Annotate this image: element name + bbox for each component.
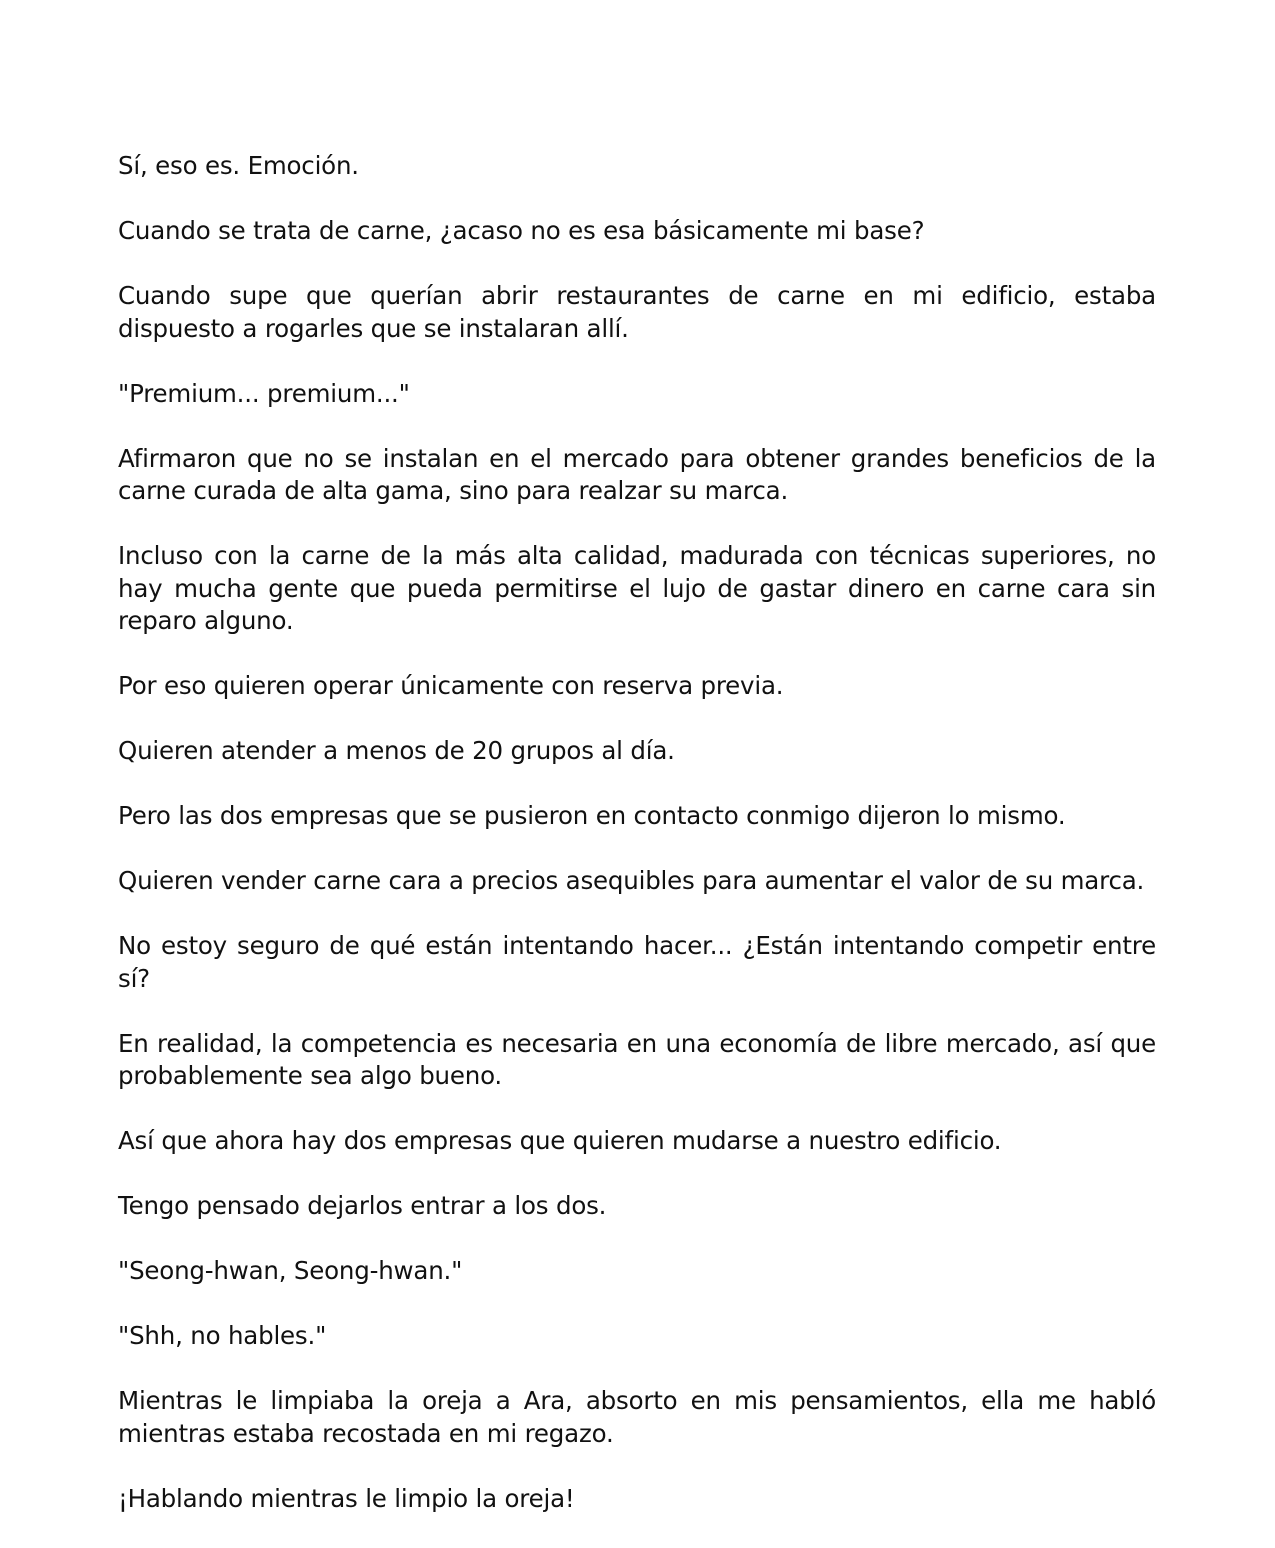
paragraph: Afirmaron que no se instalan en el mercado para obtener grandes beneficios de la carne curada de alta gama, sino para realzar su marca. [118, 443, 1156, 505]
paragraph: Quieren vender carne cara a precios asequibles para aumentar el valor de su marca. [118, 866, 1145, 895]
paragraph: Por eso quieren operar únicamente con reserva previa. [118, 671, 784, 700]
paragraph: "Shh, no hables." [118, 1321, 327, 1350]
paragraph: Cuando supe que querían abrir restaurantes de carne en mi edificio, estaba dispuesto a rogarles que se instalaran allí. [118, 281, 1156, 343]
paragraph: Sí, eso es. Emoción. [118, 151, 359, 180]
paragraph: En realidad, la competencia es necesaria en una economía de libre mercado, así que probablemente sea algo bueno. [118, 1028, 1156, 1090]
paragraph: ¡Hablando mientras le limpio la oreja! [118, 1483, 575, 1513]
paragraph: Quieren atender a menos de 20 grupos al día. [118, 736, 675, 765]
paragraph: Incluso con la carne de la más alta calidad, madurada con técnicas superiores, no hay mucha gente que pueda permitirse el lujo de gastar dinero en carne cara sin reparo alguno. [118, 541, 1156, 635]
paragraph: Tengo pensado dejarlos entrar a los dos. [118, 1191, 607, 1220]
paragraph: Cuando se trata de carne, ¿acaso no es esa básicamente mi base? [118, 216, 925, 245]
paragraph: Así que ahora hay dos empresas que quieren mudarse a nuestro edificio. [118, 1126, 1002, 1155]
paragraph: Pero las dos empresas que se pusieron en contacto conmigo dijeron lo mismo. [118, 801, 1066, 830]
paragraph: Mientras le limpiaba la oreja a Ara, absorto en mis pensamientos, ella me habló mientras estaba recostada en mi regazo. [118, 1386, 1156, 1448]
paragraph: "Premium... premium..." [118, 378, 410, 408]
paragraph: No estoy seguro de qué están intentando hacer... ¿Están intentando competir entre sí? [118, 931, 1156, 993]
paragraph: "Seong-hwan, Seong-hwan." [118, 1256, 463, 1285]
document-page [118, 150, 1156, 1548]
